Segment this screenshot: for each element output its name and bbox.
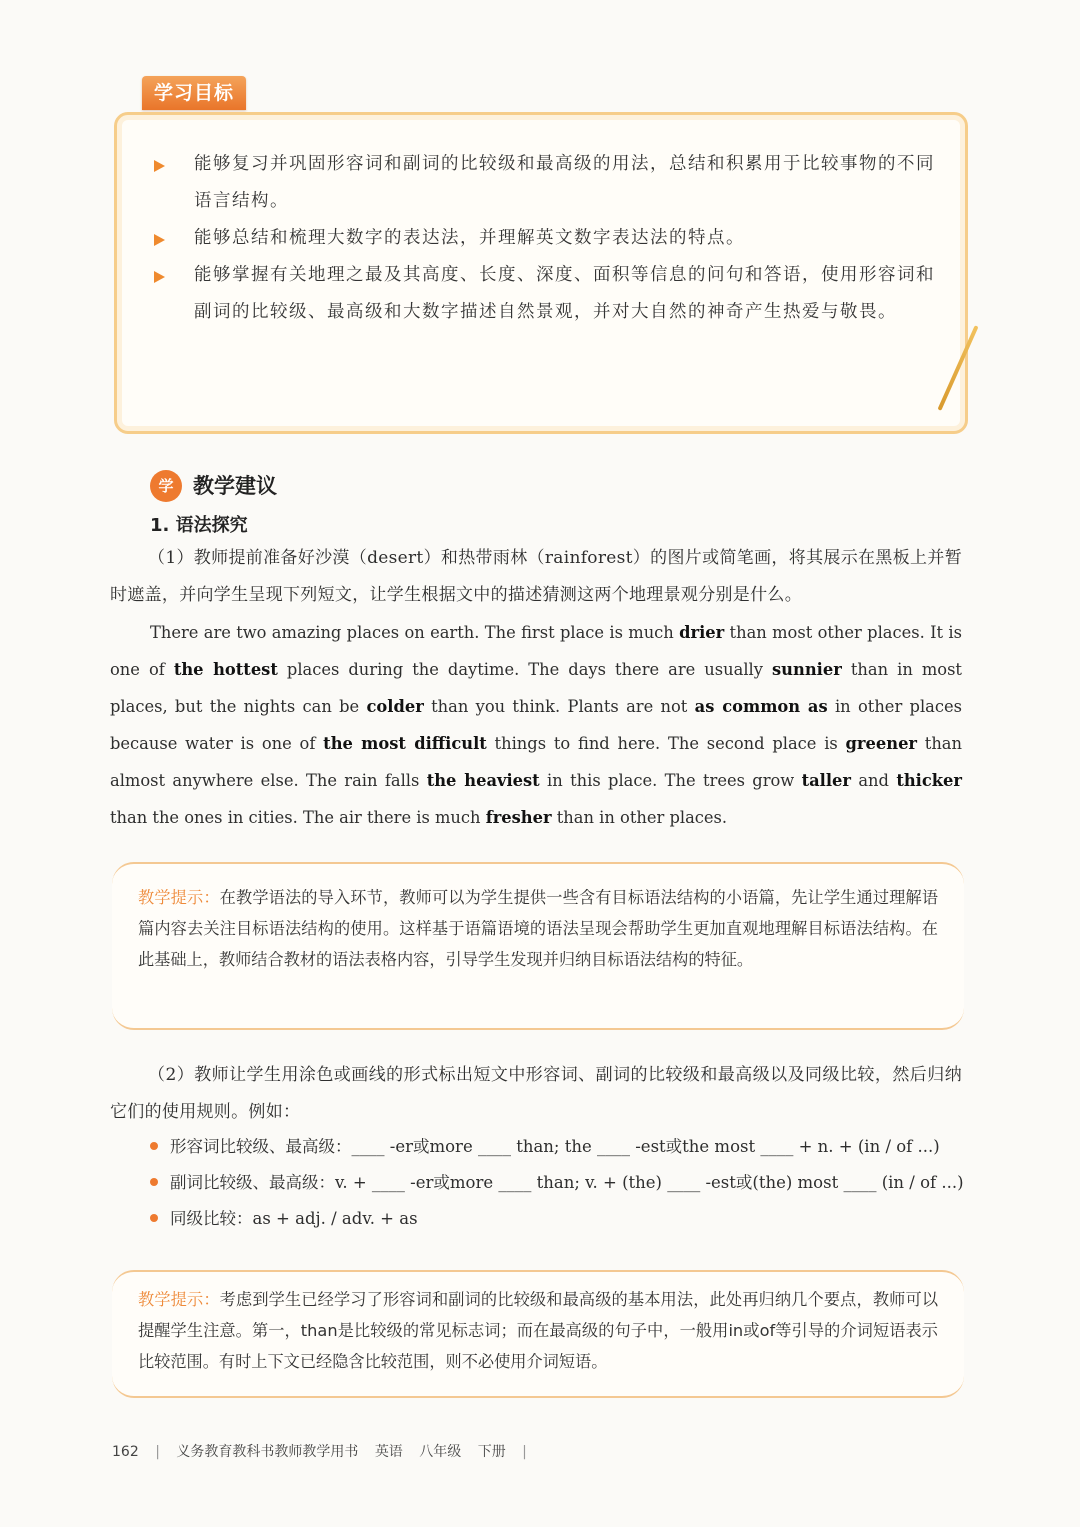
tip-text-2 [138,1284,938,1377]
footer-divider: | [522,1444,527,1460]
passage-bold-term: sunnier [772,660,842,679]
passage-text: than almost anywhere else. The rain falls [110,734,962,790]
bullet-dot-icon [150,1214,158,1222]
objective-item [150,146,940,220]
passage-bold-term: taller [801,771,851,790]
objective-item [150,257,940,331]
subject: 英语 [374,1444,403,1460]
passage-text: in this place. The trees grow [539,771,802,790]
rule-item: 副词比较级、最高级：v. + ____ -er或more ____ than; v. + (the) ____ -est或(the) most ____ (in / of ...) [150,1168,970,1198]
grade: 八年级 [419,1444,462,1460]
section-icon: 学 [150,470,182,502]
passage-bold-term: thicker [896,771,962,790]
passage-bold-term: the hottest [173,660,278,679]
book-title: 义务教育教科书教师教学用书 [176,1444,359,1460]
page-number: 162 [112,1444,139,1460]
tip-body: 在教学语法的导入环节，教师可以为学生提供一些含有目标语法结构的小语篇，先让学生通过理解语篇内容去关注目标语法结构的使用。这样基于语篇语境的语法呈现会帮助学生更加直观地理解目标语法结构。在此基础上，教师结合教材的语法表格内容，引导学生发现并归纳目标语法结构的特征。 [138,888,939,969]
rule-item: 同级比较：as + adj. / adv. + as [150,1204,970,1234]
passage-bold-term: the heaviest [426,771,540,790]
volume: 下册 [477,1444,506,1460]
passage-text: than the ones in cities. The air there is much [110,808,486,827]
paragraph-1: （1）教师提前准备好沙漠（desert）和热带雨林（rainforest）的图片或简笔画，将其展示在黑板上并暂时遮盖，并向学生呈现下列短文，让学生根据文中的描述猜测这两个地理景观分别是什么。 [110,548,962,605]
page-footer [112,1440,539,1464]
english-passage [110,614,962,836]
bullet-triangle-icon [154,160,165,172]
passage-text: There are two amazing places on earth. The first place is much [150,623,680,642]
passage-text: and [850,771,897,790]
passage-bold-term: drier [679,623,725,642]
objective-item [150,220,940,257]
paragraph-2: （2）教师让学生用涂色或画线的形式标出短文中形容词、副词的比较级和最高级以及同级比较，然后归纳它们的使用规则。例如： [110,1065,962,1122]
passage-text: than in other places. [551,808,728,827]
passage-text: than you think. Plants are not [423,697,695,716]
bullet-dot-icon [150,1178,158,1186]
rule-item: 形容词比较级、最高级：____ -er或more ____ than; the ____ -est或the most ____ + n. + (in / of ...) [150,1132,970,1162]
objectives-tab: 学习目标 [142,76,246,110]
passage-text: places during the daytime. The days there are usually [277,660,772,679]
passage-text: than in most places, but the nights can be [110,660,962,716]
passage-text: things to find here. The second place is [486,734,846,753]
footer-divider: | [155,1444,160,1460]
passage-bold-term: as common as [694,697,828,716]
objectives-list [150,146,940,331]
subsection-title: 1. 语法探究 [150,515,248,536]
passage-bold-term: greener [845,734,917,753]
passage-bold-term: colder [366,697,424,716]
tip-label: 教学提示： [138,1290,220,1309]
section-title: 教学建议 [193,474,277,498]
passage-text: in other places because water is one of [110,697,962,753]
objective-text: 能够总结和梳理大数字的表达法，并理解英文数字表达法的特点。 [194,228,745,248]
tip-body: 考虑到学生已经学习了形容词和副词的比较级和最高级的基本用法，此处再归纳几个要点，教师可以提醒学生注意。第一，than是比较级的常见标志词；而在最高级的句子中，一般用in或of等引导的介词短语表示比较范围。有时上下文已经隐含比较范围，则不必使用介词短语。 [138,1290,939,1371]
bullet-dot-icon [150,1142,158,1150]
passage-bold-term: fresher [485,808,552,827]
objective-text: 能够复习并巩固形容词和副词的比较级和最高级的用法，总结和积累用于比较事物的不同语言结构。 [194,154,935,211]
tip-label: 教学提示： [138,888,220,907]
objective-text: 能够掌握有关地理之最及其高度、长度、深度、面积等信息的问句和答语，使用形容词和副词的比较级、最高级和大数字描述自然景观，并对大自然的神奇产生热爱与敬畏。 [194,265,935,322]
bullet-triangle-icon [154,234,165,246]
passage-text: than most other places. It is one of [110,623,962,679]
tip-text-1 [138,882,938,975]
bullet-triangle-icon [154,271,165,283]
passage-bold-term: the most difficult [323,734,487,753]
